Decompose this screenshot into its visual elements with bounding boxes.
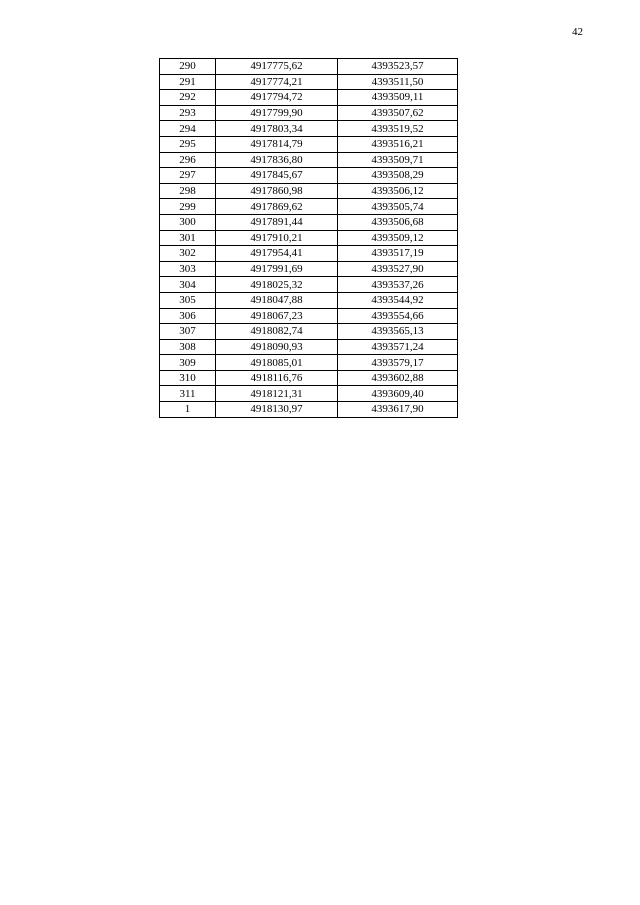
x-coordinate-cell: 4918067,23 — [216, 308, 338, 324]
point-number-cell: 307 — [160, 324, 216, 340]
point-number-cell: 293 — [160, 105, 216, 121]
x-coordinate-cell: 4918130,97 — [216, 402, 338, 418]
x-coordinate-cell: 4917891,44 — [216, 214, 338, 230]
y-coordinate-cell: 4393507,62 — [338, 105, 458, 121]
table-row — [160, 402, 458, 418]
y-coordinate-cell: 4393602,88 — [338, 370, 458, 386]
point-number-cell: 292 — [160, 90, 216, 106]
table-row — [160, 183, 458, 199]
x-coordinate-cell: 4917794,72 — [216, 90, 338, 106]
y-coordinate-cell: 4393506,12 — [338, 183, 458, 199]
y-coordinate-cell: 4393565,13 — [338, 324, 458, 340]
point-number-cell: 303 — [160, 261, 216, 277]
x-coordinate-cell: 4917774,21 — [216, 74, 338, 90]
x-coordinate-cell: 4917954,41 — [216, 246, 338, 262]
y-coordinate-cell: 4393609,40 — [338, 386, 458, 402]
y-coordinate-cell: 4393511,50 — [338, 74, 458, 90]
table-row — [160, 292, 458, 308]
point-number-cell: 305 — [160, 292, 216, 308]
y-coordinate-cell: 4393523,57 — [338, 59, 458, 75]
x-coordinate-cell: 4918116,76 — [216, 370, 338, 386]
table-row — [160, 339, 458, 355]
x-coordinate-cell: 4918047,88 — [216, 292, 338, 308]
table-row — [160, 105, 458, 121]
table-row — [160, 152, 458, 168]
table-row — [160, 246, 458, 262]
point-number-cell: 290 — [160, 59, 216, 75]
x-coordinate-cell: 4917910,21 — [216, 230, 338, 246]
x-coordinate-cell: 4917845,67 — [216, 168, 338, 184]
y-coordinate-cell: 4393509,11 — [338, 90, 458, 106]
table-row — [160, 214, 458, 230]
coordinates-table — [159, 58, 458, 418]
y-coordinate-cell: 4393537,26 — [338, 277, 458, 293]
x-coordinate-cell: 4918121,31 — [216, 386, 338, 402]
point-number-cell: 301 — [160, 230, 216, 246]
x-coordinate-cell: 4917799,90 — [216, 105, 338, 121]
point-number-cell: 304 — [160, 277, 216, 293]
y-coordinate-cell: 4393617,90 — [338, 402, 458, 418]
y-coordinate-cell: 4393506,68 — [338, 214, 458, 230]
y-coordinate-cell: 4393571,24 — [338, 339, 458, 355]
point-number-cell: 1 — [160, 402, 216, 418]
table-row — [160, 74, 458, 90]
y-coordinate-cell: 4393516,21 — [338, 136, 458, 152]
table-row — [160, 355, 458, 371]
y-coordinate-cell: 4393519,52 — [338, 121, 458, 137]
table-row — [160, 277, 458, 293]
y-coordinate-cell: 4393509,71 — [338, 152, 458, 168]
point-number-cell: 299 — [160, 199, 216, 215]
x-coordinate-cell: 4917803,34 — [216, 121, 338, 137]
point-number-cell: 302 — [160, 246, 216, 262]
point-number-cell: 296 — [160, 152, 216, 168]
point-number-cell: 306 — [160, 308, 216, 324]
point-number-cell: 309 — [160, 355, 216, 371]
point-number-cell: 291 — [160, 74, 216, 90]
y-coordinate-cell: 4393579,17 — [338, 355, 458, 371]
y-coordinate-cell: 4393554,66 — [338, 308, 458, 324]
x-coordinate-cell: 4917991,69 — [216, 261, 338, 277]
x-coordinate-cell: 4918090,93 — [216, 339, 338, 355]
table-row — [160, 121, 458, 137]
x-coordinate-cell: 4917775,62 — [216, 59, 338, 75]
table-row — [160, 324, 458, 340]
table-row — [160, 230, 458, 246]
point-number-cell: 298 — [160, 183, 216, 199]
page-number: 42 — [572, 26, 583, 38]
table-row — [160, 386, 458, 402]
point-number-cell: 294 — [160, 121, 216, 137]
y-coordinate-cell: 4393509,12 — [338, 230, 458, 246]
x-coordinate-cell: 4917869,62 — [216, 199, 338, 215]
point-number-cell: 310 — [160, 370, 216, 386]
x-coordinate-cell: 4918082,74 — [216, 324, 338, 340]
point-number-cell: 295 — [160, 136, 216, 152]
table-row — [160, 308, 458, 324]
table-row — [160, 90, 458, 106]
y-coordinate-cell: 4393517,19 — [338, 246, 458, 262]
y-coordinate-cell: 4393544,92 — [338, 292, 458, 308]
x-coordinate-cell: 4917814,79 — [216, 136, 338, 152]
coordinates-table-body — [160, 59, 458, 418]
x-coordinate-cell: 4917860,98 — [216, 183, 338, 199]
point-number-cell: 308 — [160, 339, 216, 355]
table-row — [160, 370, 458, 386]
point-number-cell: 311 — [160, 386, 216, 402]
x-coordinate-cell: 4917836,80 — [216, 152, 338, 168]
point-number-cell: 300 — [160, 214, 216, 230]
table-row — [160, 136, 458, 152]
table-row — [160, 168, 458, 184]
x-coordinate-cell: 4918025,32 — [216, 277, 338, 293]
y-coordinate-cell: 4393508,29 — [338, 168, 458, 184]
y-coordinate-cell: 4393505,74 — [338, 199, 458, 215]
table-row — [160, 199, 458, 215]
point-number-cell: 297 — [160, 168, 216, 184]
x-coordinate-cell: 4918085,01 — [216, 355, 338, 371]
table-row — [160, 261, 458, 277]
y-coordinate-cell: 4393527,90 — [338, 261, 458, 277]
table-row — [160, 59, 458, 75]
